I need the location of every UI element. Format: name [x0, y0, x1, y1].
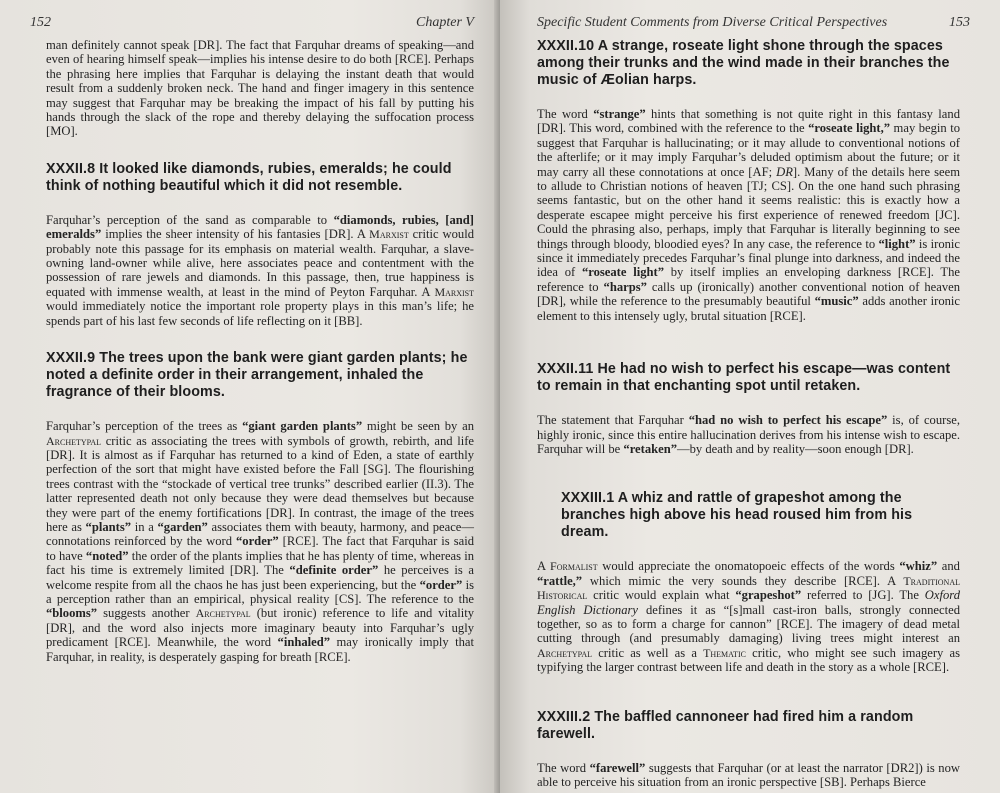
entry-heading-xxxii-11: XXXII.11 He had no wish to perfect his escape—was content to remain in that enchanting spot until retaken.	[537, 361, 951, 395]
entry-paragraph-xxxii-8: Farquhar’s perception of the sand as comparable to “diamonds, rubies, [and] emeralds” implies the sheer intensity of his fantasies [DR]. A Marxist critic would probably note this passage for its emphasis on material wealth. Farquhar, a slave-owning land-owner while alive, here associates peace and contentment with the possession of rare jewels and diamonds. In this passage, then, true happiness is equated with immense wealth, at least in the mind of Peyton Farquhar. A Marxist would immediately notice the important role property plays in this man’s life; he spends part of his last few seconds of life reflecting on it [BB].	[46, 212, 474, 328]
right-running-title: Specific Student Comments from Diverse Critical Perspectives	[537, 15, 888, 30]
left-running-head	[30, 14, 474, 32]
entry-heading-xxxiii-1: XXXIII.1 A whiz and rattle of grapeshot among the branches high above his head roused him from his dream.	[561, 490, 913, 541]
entry-heading-xxxii-8: XXXII.8 It looked like diamonds, rubies, emeralds; he could think of nothing beautiful which it did not resemble.	[46, 160, 452, 194]
continuation-paragraph: man definitely cannot speak [DR]. The fact that Farquhar dreams of speaking—and even of hearing himself speak—implies his intense desire to do both [RCE]. Perhaps the phrasing here implies that Farquhar is delaying the instant death that would result from a suddenly broken neck. The hand and finger imagery in this sentence may suggest that Farquhar may be breaking the impact of his fall by putting his hands through the slack of the rope and thereby delaying the suffocation process [MO].	[46, 38, 474, 139]
right-page	[500, 0, 1000, 793]
entry-heading-xxxii-9: XXXII.9 The trees upon the bank were giant garden plants; he noted a definite order in their arrangement, inhaled the fragrance of their blooms.	[46, 350, 468, 401]
right-page-number: 153	[949, 15, 970, 30]
entry-paragraph-xxxii-9: Farquhar’s perception of the trees as “giant garden plants” might be seen by an Archetypal critic as associating the trees with symbols of growth, rebirth, and life [DR]. It is almost as if Farquhar has returned to a kind of Eden, a state of earthly perfection of the sort that might have existed before the Fall [SG]. The flourishing trees contrast with the “stockade of vertical tree trunks” described earlier (II.3). The latter represented death not only because they were dead themselves but because they were part of the enemy fortifications [DR]. In contrast, the image of the trees here as “plants” in a “garden” associates them with beauty, harmony, and peace—connotations reinforced by the word “order” [RCE]. The fact that Farquhar is said to have “noted” the order of the plants implies that he has plenty of time, whereas in fact his time is extremely limited [DR]. The “definite order” he perceives is a welcome respite from all the chaos he has just been experiencing, but the “order” is a perception rather than an empirical, physical reality [CS]. The reference to the “blooms” suggests another Archetypal (but ironic) reference to life and vitality [DR], and the word also injects more imaginary beauty into Farquhar’s ugly predicament [RCE]. Meanwhile, the word “inhaled” may ironically imply that Farquhar, in reality, is desperately gasping for breath [RCE].	[46, 419, 475, 664]
entry-paragraph-xxxiii-2: The word “farewell” suggests that Farquhar (or at least the narrator [DR2]) is now able to perceive his situation from an ironic perspective [SB]. Perhaps Bierce	[537, 760, 960, 789]
entry-paragraph-xxxiii-1: A Formalist would appreciate the onomatopoeic effects of the words “whiz” and “rattle,” which mimic the very sounds they describe [RCE]. A Traditional Historical critic would explain what “grapeshot” referred to [JG]. The Oxford English Dictionary defines it as “[s]mall cast-iron balls, strongly connected together, so as to form a charge for cannon” [RCE]. The imagery of dead metal cutting through (and presumably damaging) living trees might interest an Archetypal critic as well as a Thematic critic, who might see such imagery as typifying the larger contrast between life and death in the story as a whole [RCE].	[537, 559, 960, 675]
entry-paragraph-xxxii-11: The statement that Farquhar “had no wish to perfect his escape” is, of course, highly ironic, since this entire hallucination derives from his intense wish to escape. Farquhar will be “retaken”—by death and by reality—soon enough [DR].	[537, 413, 960, 456]
entry-heading-xxxiii-2: XXXIII.2 The baffled cannoneer had fired him a random farewell.	[537, 708, 914, 742]
entry-paragraph-xxxii-10: The word “strange” hints that something is not quite right in this fantasy land [DR]. This word, combined with the reference to the “roseate light,” may begin to suggest that Farquhar is hallucinating; or it may allude to conventional notions of the afterlife; or it may imply Farquhar’s deluded optimism about the future; or it may carry all these connotations at once [AF; DR]. Many of the details here seem to allude to Christian notions of heaven [TJ; CS]. On the one hand such phrasing seems fantastic, but on the other hand it seems realistic: this is exactly how a desperate escapee might perceive his first experience of renewed freedom [JC]. Could the phrasing also, perhaps, imply that Farquhar is literally beginning to see things through bloody, bloodied eyes? In any case, the reference to “light” is ironic since it immediately precedes Farquhar’s final plunge into darkness, and indeed the idea of “roseate light” by itself implies an enveloping darkness [RCE]. The reference to “harps” calls up (ironically) another conventional notion of heaven [DR], while the reference to the presumably beautiful “music” adds another ironic element to this intensely ugly, brutal situation [RCE].	[537, 107, 961, 323]
right-running-head	[537, 14, 970, 32]
left-page-number: 152	[30, 15, 51, 30]
entry-heading-xxxii-10: XXXII.10 A strange, roseate light shone through the spaces among their trunks and the wind made in their branches the music of Æolian harps.	[537, 38, 950, 88]
left-chapter-title: Chapter V	[416, 15, 474, 30]
